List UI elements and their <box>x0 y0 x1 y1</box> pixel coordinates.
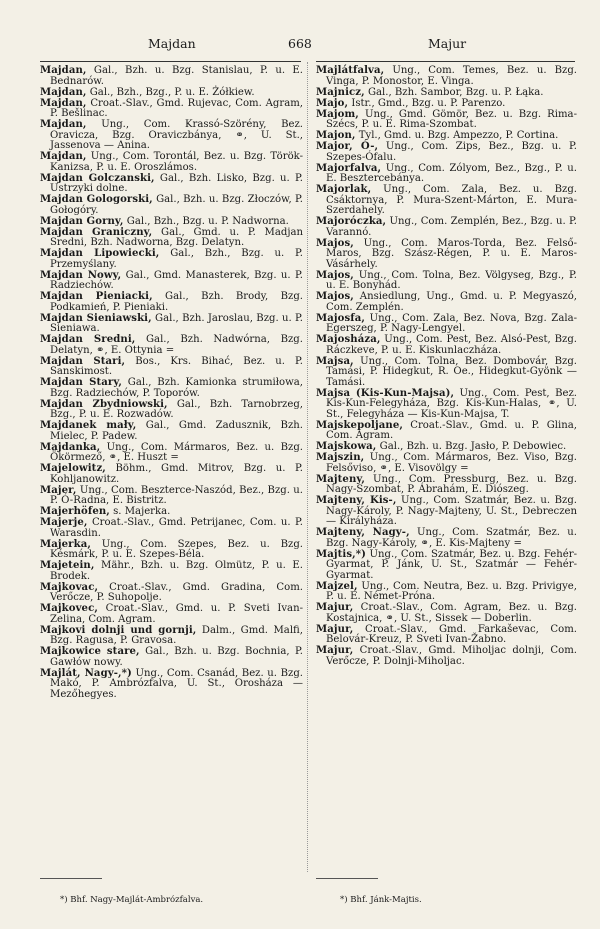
footnote-rule-right <box>316 878 378 879</box>
entry-place-name: Majskowa, <box>316 441 377 452</box>
entry-place-name: Majos, <box>316 291 354 302</box>
entry-place-name: Majosháza, <box>316 334 381 345</box>
entry-details: Ung., Com. Szatmár, Bez. u. Bzg. Nagy-Károly, P. Nagy-Majteny, U. St., Debreczen — Királyháza. <box>326 495 578 527</box>
gazetteer-entry <box>40 647 303 668</box>
entry-place-name: Majsa, <box>316 355 354 367</box>
gazetteer-entry <box>40 249 303 270</box>
entry-details: Bos., Krs. Bihać, Bez. u. P. Sanskimost. <box>50 355 303 377</box>
gazetteer-entry <box>40 486 303 507</box>
gazetteer-entry <box>316 389 577 421</box>
entry-details: Gal., Bzh. Kamionka strumiłowa, Bzg. Radziechów, P. Toporów. <box>50 377 304 399</box>
entry-details: Gal., Bzh., Bzg. u. P. Przemyślany. <box>50 248 303 270</box>
entry-place-name: Majon, <box>316 130 356 141</box>
entry-place-name: Majzel, <box>316 580 358 592</box>
header-left-word: Majdan <box>148 36 196 51</box>
entry-details: Gal., Gmd. Zadusznik, Bzh. Mielec, P. Padew. <box>50 420 304 442</box>
entry-details: Dalm., Gmd. Malfi, Bzg. Ragusa, P. Gravosa. <box>50 624 303 646</box>
gazetteer-entry <box>316 550 577 582</box>
entry-place-name: Majdan Sieniawski, <box>40 312 152 324</box>
entry-place-name: Majdan Gologorski, <box>40 194 153 205</box>
gazetteer-entry <box>316 453 577 474</box>
entry-details: Gal., Bzh. u. Bzg. Jasło, P. Debowiec. <box>376 441 567 452</box>
entry-place-name: Majkovi dolnji und gornji, <box>40 624 197 636</box>
gazetteer-entry <box>316 88 577 99</box>
entry-place-name: Majdan Lipowiecki, <box>40 248 160 259</box>
entry-place-name: Majos, <box>316 237 354 249</box>
entry-details: Istr., Gmd., Bzg. u. P. Parenzo. <box>348 97 506 109</box>
running-header <box>0 36 600 56</box>
entry-place-name: Majnicz, <box>316 86 365 98</box>
entry-place-name: Major, Ó-, <box>316 141 379 152</box>
entry-details: Ung., Com. Krassó-Szörény, Bez. Oravicza, Bzg. Oraviczbánya, ⚭, U. St., Jassenova — Anina. <box>50 119 303 151</box>
gazetteer-entry <box>316 442 577 453</box>
header-rule-left <box>40 61 301 62</box>
page-number: 668 <box>288 36 312 51</box>
gazetteer-entry <box>40 120 303 152</box>
footnote-right: *) Bhf. Jánk-Majtis. <box>340 895 422 905</box>
entry-details: Croat.-Slav., Gmd. Miholjac dolnji, Com. Verőcze, P. Dolnji-Miholjac. <box>326 645 577 667</box>
entry-place-name: Majlát, Nagy-,*) <box>40 667 132 679</box>
gazetteer-entry <box>316 99 577 110</box>
entry-details: Ung., Com. Tolna, Bez. Völgyseg, Bzg., P. u. E. Bonyhád. <box>326 269 577 291</box>
entry-details: Ung., Com. Pressburg, Bez. u. Bzg. Nagy-Szombat, P. Ábrahám, E. Diószeg. <box>326 473 577 495</box>
entry-place-name: Majteny, Nagy-, <box>316 527 410 538</box>
entry-details: Ung., Com. Szatmár, Bez. u. Bzg. Nagy-Károly, ⚭, E. Kis-Majteny = <box>326 527 577 549</box>
gazetteer-entry <box>316 110 577 131</box>
entry-place-name: Majkovec, <box>40 603 98 614</box>
gazetteer-entry <box>40 314 303 335</box>
entry-place-name: Majkowice stare, <box>40 646 140 657</box>
entry-details: Böhm., Gmd. Mitrov, Bzg. u. P. Kohljanowitz. <box>50 463 303 485</box>
entry-place-name: Majur, <box>316 602 354 613</box>
entry-place-name: Majerhöfen, <box>40 506 110 517</box>
right-column <box>316 66 577 668</box>
gazetteer-entry <box>316 185 577 217</box>
gazetteer-entry <box>40 443 303 464</box>
gazetteer-entry <box>40 271 303 292</box>
gazetteer-entry <box>316 271 577 292</box>
entry-details: Ung., Com. Mármaros, Bez. Viso, Bzg. Felsőviso, ⚭, E. Visovölgy = <box>326 452 577 474</box>
footnote-left: *) Bhf. Nagy-Majlát-Ambrózfalva. <box>60 895 204 905</box>
entry-details: Ung., Com. Neutra, Bez. u. Bzg. Privigye, P. u. E. Német-Próna. <box>326 580 577 602</box>
gazetteer-entry <box>40 335 303 356</box>
gazetteer-entry <box>40 604 303 625</box>
entry-details: Gal., Bzh. Brody, Bzg. Podkamień, P. Pieniaki. <box>50 291 303 313</box>
entry-place-name: Majo, <box>316 97 349 109</box>
gazetteer-entry <box>40 217 303 228</box>
entry-details: Gal., Bzh. Tarnobrzeg, Bzg., P. u. E. Rozwadów. <box>50 398 304 420</box>
gazetteer-entry <box>40 626 303 647</box>
entry-details: Ung., Com. Szatmár, Bez. u. Bzg. Fehér-Gyarmat, P. Jánk, U. St., Szatmár — Fehér-Gyarmat. <box>326 548 577 581</box>
entry-place-name: Majszin, <box>316 452 365 463</box>
entry-details: Ung., Com. Zemplén, Bez., Bzg. u. P. Varannó. <box>326 216 577 238</box>
entry-details: Gal., Bzh. Sambor, Bzg. u. P. Łąka. <box>364 86 544 98</box>
gazetteer-entry <box>40 292 303 313</box>
gazetteer-entry <box>316 314 577 335</box>
entry-details: Gal., Bzh. u. Bzg. Złoczów, P. Gołogóry. <box>50 194 303 216</box>
entry-details: Ung., Com. Zólyom, Bez., Bzg., P. u. E. Besztercebánya. <box>326 162 577 184</box>
entry-details: Croat.-Slav., Gmd. u. P. Glina, Com. Agram. <box>326 419 577 441</box>
entry-place-name: Majom, <box>316 108 359 120</box>
entry-details: Ung., Com. Zips, Bez., Bzg. u. P. Szepes-Ófalu. <box>326 141 577 163</box>
gazetteer-entry <box>316 239 577 271</box>
footnote-rule-left <box>40 878 102 879</box>
entry-place-name: Majtis,*) <box>316 548 367 560</box>
gazetteer-entry <box>40 152 303 173</box>
entry-details: Ung., Com. Torontál, Bez. u. Bzg. Török-Kanizsa, P. u. E. Oroszlámos. <box>50 151 303 173</box>
entry-place-name: Majdan, <box>40 86 87 98</box>
entry-place-name: Majer, <box>40 484 77 496</box>
entry-place-name: Majdan, <box>40 151 87 162</box>
entry-place-name: Majorfalva, <box>316 162 382 174</box>
header-right-word: Majur <box>428 36 467 51</box>
entry-place-name: Majkovac, <box>40 581 99 593</box>
entry-details: Gal., Bzh. u. Bzg. Bochnia, P. Gawłów nowy. <box>50 646 303 668</box>
entry-details: Croat.-Slav., Gmd. Farkaševac, Com. Belovár-Kreuz, P. Sveti Ivan-Žabno. <box>326 623 577 645</box>
entry-place-name: Majdan, <box>40 119 87 130</box>
gazetteer-entry <box>40 378 303 399</box>
entry-place-name: Majoróczka, <box>316 216 387 227</box>
gazetteer-entry <box>40 357 303 378</box>
entry-details: Gal., Bzh. Lisko, Bzg. u. P. Ustrzyki dolne. <box>50 172 303 194</box>
entry-details: Ansiedlung, Ung., Gmd. u. P. Megyaszó, Com. Zemplén. <box>326 291 577 313</box>
entry-place-name: Majur, <box>316 623 354 635</box>
gazetteer-entry <box>40 507 303 518</box>
entry-place-name: Majdanek mały, <box>40 420 137 431</box>
gazetteer-entry <box>40 195 303 216</box>
entry-details: Gal., Bzh. Nadwórna, Bzg. Delatyn, ⚭, E. Ottynia = <box>50 334 303 356</box>
left-column <box>40 66 303 701</box>
entry-place-name: Majdan Gorny, <box>40 215 124 227</box>
entry-details: Ung., Gmd. Gömör, Bez. u. Bzg. Rima-Szécs, P. u. E. Rima-Szombat. <box>326 108 577 130</box>
entry-place-name: Majdan Pieniacki, <box>40 291 153 302</box>
entry-place-name: Majelowitz, <box>40 463 106 474</box>
gazetteer-entry <box>316 582 577 603</box>
gazetteer-entry <box>316 357 577 389</box>
entry-details: Ung., Com. Mármaros, Bez. u. Bzg. Ökörmező, ⚭, E. Huszt = <box>50 441 303 463</box>
entry-place-name: Majdan Graniczny, <box>40 226 153 238</box>
entry-details: Ung., Com. Csanád, Bez. u. Bzg. Makó, P. Ambrózfalva, U. St., Orosháza — Mezőhegyes. <box>50 667 303 700</box>
entry-details: Ung., Com. Maros-Torda, Bez. Felső-Maros, Bzg. Szász-Régen, P. u. E. Maros-Vásárhely. <box>326 237 577 270</box>
entry-place-name: Majdan Stari, <box>40 355 126 367</box>
gazetteer-entry <box>40 421 303 442</box>
gazetteer-entry <box>316 603 577 624</box>
entry-details: Croat.-Slav., Gmd. u. P. Sveti Ivan-Zelina, Com. Agram. <box>50 603 303 625</box>
entry-place-name: Majskepoljane, <box>316 419 403 431</box>
entry-place-name: Majur, <box>316 645 354 656</box>
gazetteer-entry <box>316 142 577 163</box>
entry-place-name: Majlátfalva, <box>316 65 385 76</box>
entry-place-name: Majdan Nowy, <box>40 269 122 281</box>
column-divider <box>307 62 308 872</box>
entry-details: Ung., Com. Zala, Bez. u. Bzg. Csáktornya, P. Mura-Szent-Márton, E. Mura-Szerdahely. <box>326 184 577 216</box>
entry-details: Croat.-Slav., Gmd. Gradina, Com. Verőcze, P. Suhopolje. <box>50 581 303 603</box>
entry-place-name: Majetein, <box>40 560 95 571</box>
entry-details: Tyl., Gmd. u. Bzg. Ampezzo, P. Cortina. <box>355 130 559 141</box>
gazetteer-entry <box>316 292 577 313</box>
entry-details: Gal., Gmd. u. P. Madjan Sredni, Bzh. Nadworna, Bzg. Delatyn. <box>50 226 303 248</box>
entry-details: Croat.-Slav., Gmd. Petrijanec, Com. u. P. Warasdin. <box>50 517 303 539</box>
gazetteer-entry <box>316 475 577 496</box>
entry-place-name: Majdanka, <box>40 441 101 453</box>
gazetteer-entry <box>316 496 577 528</box>
gazetteer-entry <box>40 99 303 120</box>
gazetteer-entry <box>316 217 577 238</box>
gazetteer-entry <box>40 464 303 485</box>
header-rule-right <box>316 61 575 62</box>
entry-place-name: Majdan Stary, <box>40 377 122 388</box>
entry-details: Gal., Bzh., Bzg. u. P. Nadworna. <box>123 215 289 227</box>
gazetteer-entry <box>40 540 303 561</box>
gazetteer-entry <box>316 528 577 549</box>
gazetteer-entry <box>316 625 577 646</box>
gazetteer-entry <box>40 228 303 249</box>
entry-details: Ung., Com. Zala, Bez. Nova, Bzg. Zala-Egerszeg, P. Nagy-Lengyel. <box>326 312 577 334</box>
gazetteer-entry <box>40 669 303 701</box>
entry-place-name: Majorlak, <box>316 184 372 195</box>
entry-place-name: Majosfa, <box>316 312 365 324</box>
entry-details: Ung., Com. Szepes, Bez. u. Bzg. Késmárk, P. u. E. Szepes-Béla. <box>50 538 303 560</box>
entry-details: Gal., Bzh. Jaroslau, Bzg. u. P. Sieniawa. <box>50 312 304 334</box>
entry-place-name: Majerka, <box>40 538 91 550</box>
gazetteer-entry <box>316 421 577 442</box>
entry-details: Gal., Bzh. u. Bzg. Stanislau, P. u. E. Bednarów. <box>50 65 303 87</box>
entry-details: Croat.-Slav., Gmd. Rujevac, Com. Agram, P. Bešlinac. <box>50 97 303 119</box>
entry-place-name: Majteny, <box>316 473 366 485</box>
entry-place-name: Majdan Zbydniowski, <box>40 398 168 410</box>
entry-place-name: Majdan Sredni, <box>40 334 136 345</box>
gazetteer-entry <box>316 131 577 142</box>
entry-place-name: Majdan, <box>40 97 87 109</box>
gazetteer-entry <box>316 335 577 356</box>
gazetteer-entry <box>316 646 577 667</box>
gazetteer-entry <box>40 66 303 87</box>
entry-details: Ung., Com. Tolna, Bez. Dombovár, Bzg. Tamási, P. Hidegkut, R. Oe., Hidegkut-Gyönk — Tamási. <box>326 355 577 388</box>
gazetteer-entry <box>40 400 303 421</box>
entry-details: Mähr., Bzh. u. Bzg. Olmütz, P. u. E. Brodek. <box>50 560 303 582</box>
entry-details: s. Majerka. <box>109 506 171 517</box>
entry-place-name: Majos, <box>316 269 354 281</box>
gazetteer-entry <box>40 174 303 195</box>
entry-place-name: Majdan Golczanski, <box>40 172 155 184</box>
gazetteer-entry <box>40 583 303 604</box>
entry-place-name: Majteny, Kis-, <box>316 495 397 506</box>
gazetteer-entry <box>40 561 303 582</box>
entry-details: Croat.-Slav., Com. Agram, Bez. u. Bzg. Kostajnica, ⚭, U. St., Sissek — Doberlin. <box>326 602 577 624</box>
gazetteer-entry <box>40 518 303 539</box>
gazetteer-entry <box>40 88 303 99</box>
entry-details: Gal., Bzh., Bzg., P. u. E. Żółkiew. <box>86 86 255 98</box>
entry-details: Ung., Com. Temes, Bez. u. Bzg. Vinga, P. Monostor, E. Vinga. <box>326 65 577 87</box>
entry-place-name: Majerje, <box>40 517 88 528</box>
entry-place-name: Majdan, <box>40 65 87 76</box>
entry-details: Ung., Com. Pest, Bez. Alsó-Pest, Bzg. Ráczkeve, P. u. E. Kiskunlaczháza. <box>326 334 577 356</box>
entry-details: Ung., Com. Pest, Bez. Kis-Kun-Felegyháza, Bzg. Kis-Kun-Halas, ⚭, U. St., Felegyháza — Kis-Kun-Majsa, T. <box>326 387 577 420</box>
entry-details: Gal., Gmd. Manasterek, Bzg. u. P. Radziechów. <box>50 269 304 291</box>
gazetteer-entry <box>316 164 577 185</box>
entry-place-name: Majsa (Kis-Kun-Majsa), <box>316 387 455 399</box>
entry-details: Ung., Com. Beszterce-Naszód, Bez., Bzg. u. P. Ó-Radna, E. Bistritz. <box>50 484 303 506</box>
gazetteer-entry <box>316 66 577 87</box>
